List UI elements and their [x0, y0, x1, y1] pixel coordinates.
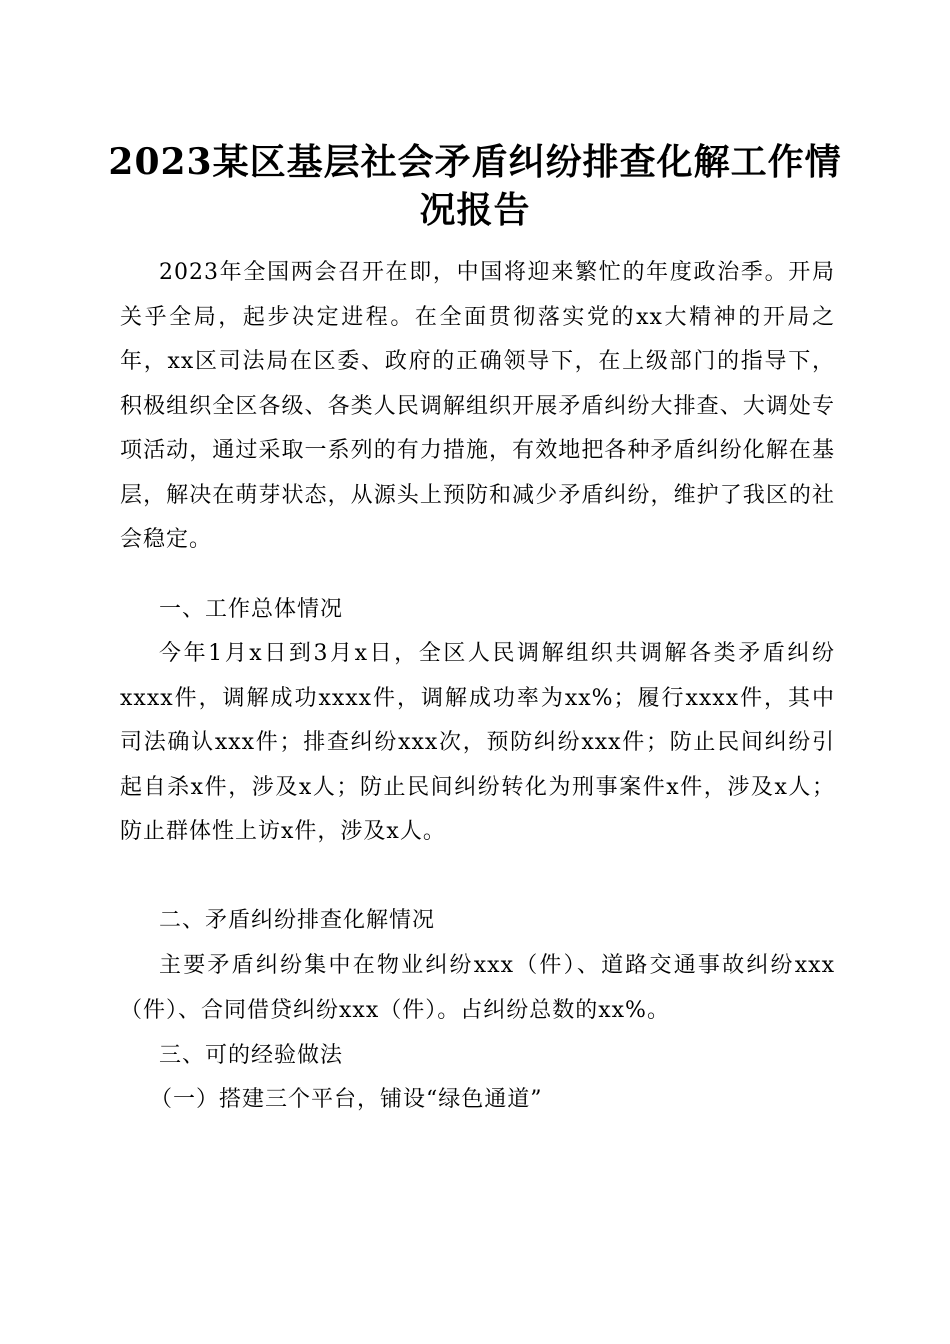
section-2-paragraph: 主要矛盾纠纷集中在物业纠纷xxx（件）、道路交通事故纠纷xxx（件）、合同借贷纠纷xxx（件）。占纠纷总数的xx%。 [120, 953, 835, 1023]
section-3-heading: 三、可的经验做法 [159, 1043, 344, 1068]
document-title [100, 138, 850, 234]
section-3-subheading-1: （一）搭建三个平台，铺设“绿色通道” [150, 1087, 543, 1112]
title-line-2: 况报告 [419, 189, 531, 231]
title-line-1: 2023某区基层社会矛盾纠纷排查化解工作情 [108, 141, 842, 183]
section-2-heading: 二、矛盾纠纷排查化解情况 [159, 908, 436, 933]
intro-paragraph: 2023年全国两会召开在即，中国将迎来繁忙的年度政治季。开局关乎全局，起步决定进程。在全面贯彻落实党的xx大精神的开局之年，xx区司法局在区委、政府的正确领导下，在上级部门的指导下，积极组织全区各级、各类人民调解组织开展矛盾纠纷大排查、大调处专项活动，通过采取一系列的有力措施，有效地把各种矛盾纠纷化解在基层，解决在萌芽状态，从源头上预防和减少矛盾纠纷，维护了我区的社会稳定。 [120, 260, 835, 552]
section-1-heading: 一、工作总体情况 [159, 597, 344, 622]
section-1-paragraph: 今年1月x日到3月x日，全区人民调解组织共调解各类矛盾纠纷xxxx件，调解成功xxxx件，调解成功率为xx%；履行xxxx件，其中司法确认xxx件；排查纠纷xxx次，预防纠纷xxx件；防止民间纠纷引起自杀x件，涉及x人；防止民间纠纷转化为刑事案件x件，涉及x人；防止群体性上访x件，涉及x人。 [120, 641, 835, 844]
